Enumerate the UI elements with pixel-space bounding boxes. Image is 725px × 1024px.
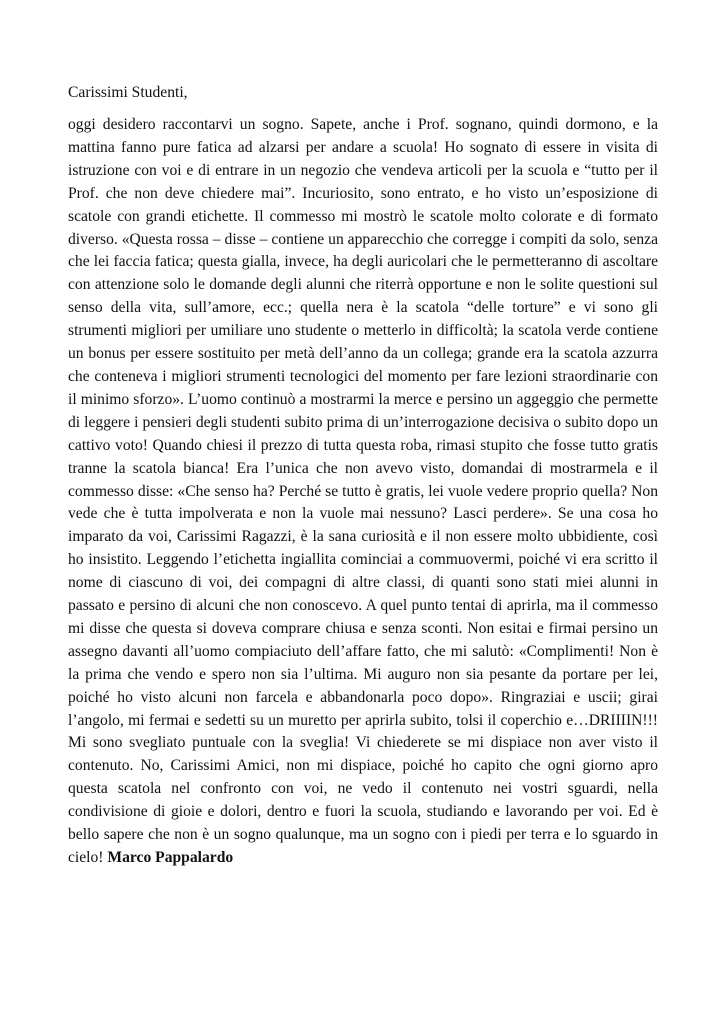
letter-signature: Marco Pappalardo — [107, 849, 234, 866]
letter-body — [68, 114, 658, 870]
letter-greeting: Carissimi Studenti, — [68, 84, 188, 101]
letter-page — [68, 80, 658, 870]
letter-body-text: oggi desidero raccontarvi un sogno. Sapete, anche i Prof. sognano, quindi dormono, e la mattina fanno pure fatica ad alzarsi per andare a scuola! Ho sognato di essere in visita di istruzione con voi e di entrare in un negozio che vendeva articoli per la scuola e “tutto per il Prof. che non deve chiedere mai”. Incuriosito, sono entrato, e ho visto un’esposizione di scatole con grandi etichette. Il commesso mi mostrò le scatole molto colorate e di formato diverso. «Questa rossa – disse – contiene un apparecchio che corregge i compiti da solo, senza che lei faccia fatica; questa gialla, invece, ha degli auricolari che le permetteranno di ascoltare con attenzione solo le domande degli alunni che riterrà opportune e non le solite questioni sul senso della vita, sull’amore, ecc.; quella nera è la scatola “delle torture” e vi sono gli strumenti migliori per umiliare uno studente o metterlo in difficoltà; la scatola verde contiene un bonus per essere sostituito per metà dell’anno da un collega; grande era la scatola azzurra che conteneva i migliori strumenti tecnologici del momento per fare lezioni straordinarie con il minimo sforzo». L’uomo continuò a mostrarmi la merce e persino un aggeggio che permette di leggere i pensieri degli studenti subito prima di un’interrogazione decisiva o subito dopo un cattivo voto! Quando chiesi il prezzo di tutta questa roba, rimasi stupito che fosse tutto gratis tranne la scatola bianca! Era l’unica che non avevo visto, domandai di mostrarmela e il commesso disse: «Che senso ha? Perché se tutto è gratis, lei vuole vedere proprio quella? Non vede che è tutta impolverata e non la vuole mai nessuno? Lasci perdere». Se una cosa ho imparato da voi, Carissimi Ragazzi, è la sana curiosità e il non essere molto ubbidiente, così ho insistito. Leggendo l’etichetta ingiallita cominciai a commuovermi, poiché vi era scritto il nome di ciascuno di voi, dei compagni di altre classi, di quanti sono stati miei alunni in passato e persino di alcuni che non conoscevo. A quel punto tentai di aprirla, ma il commesso mi disse che questa si doveva comprare chiusa e senza sconti. Non esitai e firmai persino un assegno davanti all’uomo compiaciuto dell’affare fatto, che mi salutò: «Complimenti! Non è la prima che vendo e spero non sia l’ultima. Mi auguro non sia pesante da portare per lei, poiché ho visto alcuni non farcela e abbandonarla poco dopo». Ringraziai e uscii; girai l’angolo, mi fermai e sedetti su un muretto per aprirla subito, tolsi il coperchio e…DRIIIIN!!! Mi sono svegliato puntuale con la sveglia! Vi chiederete se mi dispiace non aver visto il contenuto. No, Carissimi Amici, non mi dispiace, poiché ho capito che ogni giorno apro questa scatola nel confronto con voi, ne vedo il contenuto nei vostri sguardi, nella condivisione di gioie e dolori, dentro e fuori la scuola, studiando e lavorando per voi. Ed è bello sapere che non è un sogno qualunque, ma un sogno con i piedi per terra e lo sguardo in cielo! — [68, 116, 658, 866]
